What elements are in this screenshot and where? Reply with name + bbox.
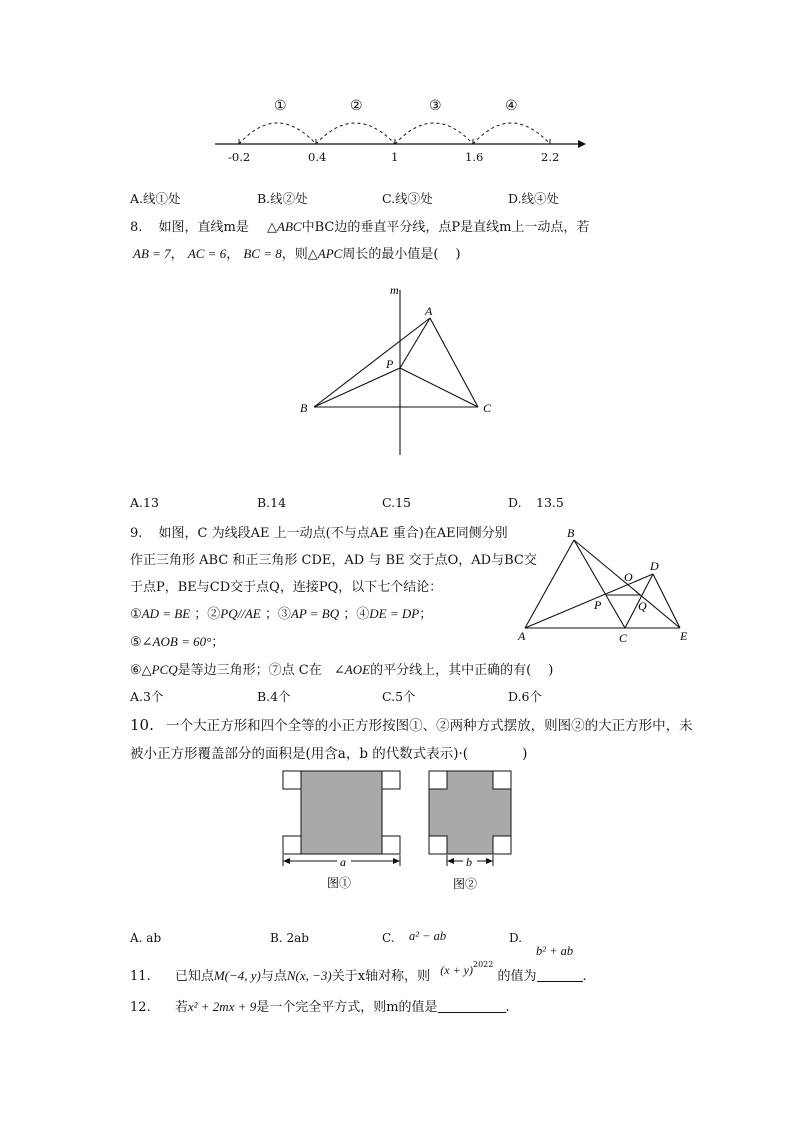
q9-text: ；	[419, 607, 433, 622]
q12-line	[130, 996, 510, 1015]
q10-option-a: A. ab	[130, 931, 162, 945]
q11-text: .	[582, 969, 587, 984]
label-C: C	[483, 401, 492, 415]
q10-line-2: 被小正方形覆盖部分的面积是(用含a，b 的代数式表示)·( )	[130, 746, 528, 762]
q9-math: AD = BE	[141, 606, 191, 621]
label-P: P	[386, 357, 394, 371]
q9-line-3: 于点P，BE与CD交于点Q，连接PQ，以下七个结论：	[130, 580, 443, 595]
q10-option-d-value: b² + ab	[536, 944, 574, 958]
q12-text: 若	[174, 1000, 188, 1015]
q9-math: △PCQ	[141, 662, 178, 677]
q8-text: ，则	[281, 247, 308, 262]
label-A: A	[518, 629, 526, 643]
q9-text: ①	[130, 607, 142, 622]
tick-label: -0.2	[228, 150, 251, 164]
q8-text: 如图，直线m是	[158, 220, 249, 235]
q9-text: ；④	[343, 607, 370, 622]
q9-text: ；	[211, 635, 225, 650]
q8-text: 中BC边的垂直平分线，点P是直线m上一动点，若	[301, 220, 590, 235]
q10-option-c-value: a² − ab	[409, 929, 447, 943]
label-P: P	[594, 598, 602, 612]
q11-text: 已知点	[174, 969, 214, 984]
label-m: m	[390, 283, 399, 297]
q9-text: ⑥	[130, 663, 142, 678]
label-C: C	[619, 631, 628, 645]
q8-sep: ，	[226, 247, 240, 262]
tick-label: 0.4	[308, 150, 327, 164]
q8-math: BC = 8	[243, 246, 282, 261]
q9-text: ；③	[264, 607, 291, 622]
q8-math: AB = 7	[133, 246, 171, 261]
q9-math: AP = BQ	[290, 606, 340, 621]
q8-sep: ，	[170, 247, 184, 262]
label-Q: Q	[638, 599, 647, 613]
q10-option-d: D.	[509, 931, 523, 945]
label-D: D	[650, 559, 659, 573]
q11-line	[130, 959, 587, 984]
q11-math: M(−4, y)	[213, 968, 261, 983]
q7-option-a: A.线①处	[130, 191, 181, 206]
q9-math: ∠AOB = 60°	[141, 634, 212, 649]
q10-option-c: C.	[382, 931, 395, 945]
q8-option-d: D.	[508, 495, 522, 510]
tick-label: 2.2	[541, 150, 560, 164]
q9-option-b: B.4个	[257, 689, 291, 704]
q12-math: x² + 2mx + 9	[187, 999, 257, 1014]
q9-text: 是等边三角形；⑦点 C在	[177, 663, 322, 678]
q12-answer-blank[interactable]	[438, 1000, 506, 1013]
q9-text: 如图，C 为线段AE 上一动点(不与点AE 重合)在AE同侧分别	[158, 526, 508, 541]
q8-option-d-value: 13.5	[536, 495, 564, 510]
q8-option-a: A.13	[130, 495, 159, 510]
q9-option-d: D.6个	[508, 689, 543, 704]
q9-option-a: A.3个	[130, 689, 164, 704]
q8-math: △APC	[307, 246, 343, 261]
q9-text: ；②	[194, 607, 221, 622]
q11-text: 的值为	[497, 969, 537, 984]
fig1-caption: 图①	[327, 876, 352, 890]
label-A: A	[425, 304, 433, 318]
q9-option-c: C.5个	[382, 689, 416, 704]
tick-label: 1	[391, 150, 399, 164]
q7-option-d: D.线④处	[508, 191, 560, 206]
q9-number: 9.	[130, 526, 143, 541]
q11-text: 与点	[260, 969, 287, 984]
q12-text: 是一个完全平方式，则m的值是	[256, 1000, 438, 1015]
q8-text: 周长的最小值是( )	[342, 247, 461, 262]
q9-line-2: 作正三角形 ABC 和正三角形 CDE，AD 与 BE 交于点O，AD与BC交	[130, 553, 537, 568]
q12-number: 12.	[130, 1000, 151, 1015]
q11-math: (x + y)	[440, 963, 473, 977]
fig2-caption: 图②	[453, 877, 478, 891]
q8-math: △ABC	[267, 219, 302, 234]
q8-number: 8.	[130, 220, 143, 235]
q9-math: ∠AOE	[333, 662, 371, 677]
q11-answer-blank[interactable]	[537, 969, 583, 982]
segment-label-4: ④	[505, 98, 518, 114]
q8-math: AC = 6	[187, 246, 227, 261]
q9-math: DE = DP	[369, 606, 420, 621]
q12-text: .	[505, 1000, 510, 1015]
label-E: E	[680, 629, 688, 643]
q11-number: 11.	[130, 969, 151, 984]
q10-option-b: B. 2ab	[270, 931, 309, 945]
label-O: O	[624, 570, 633, 584]
segment-label-2: ②	[350, 98, 363, 114]
label-B: B	[300, 401, 308, 415]
q7-option-b: B.线②处	[257, 191, 308, 206]
q11-math: N(x, −3)	[286, 968, 332, 983]
q7-option-c: C.线③处	[382, 191, 433, 206]
q11-text: 关于x轴对称，则	[331, 969, 431, 984]
segment-label-1: ①	[274, 98, 287, 114]
q10-text: 一个大正方形和四个全等的小正方形按图①、②两种方式摆放，则图②的大正方形中，未	[166, 718, 693, 734]
q8-option-b: B.14	[257, 495, 287, 510]
label-B: B	[567, 526, 575, 540]
q8-option-c: C.15	[382, 495, 411, 510]
q11-exponent: 2022	[473, 959, 494, 969]
fig1-a-label: a	[340, 855, 346, 869]
tick-label: 1.6	[465, 150, 484, 164]
q9-text: ⑤	[130, 635, 142, 650]
segment-label-3: ③	[429, 98, 442, 114]
q9-text: 的平分线上，其中正确的有( )	[370, 663, 554, 678]
fig2-b-label: b	[466, 855, 472, 869]
q9-math: PQ//AE	[220, 606, 261, 621]
q10-number: 10.	[130, 716, 154, 734]
